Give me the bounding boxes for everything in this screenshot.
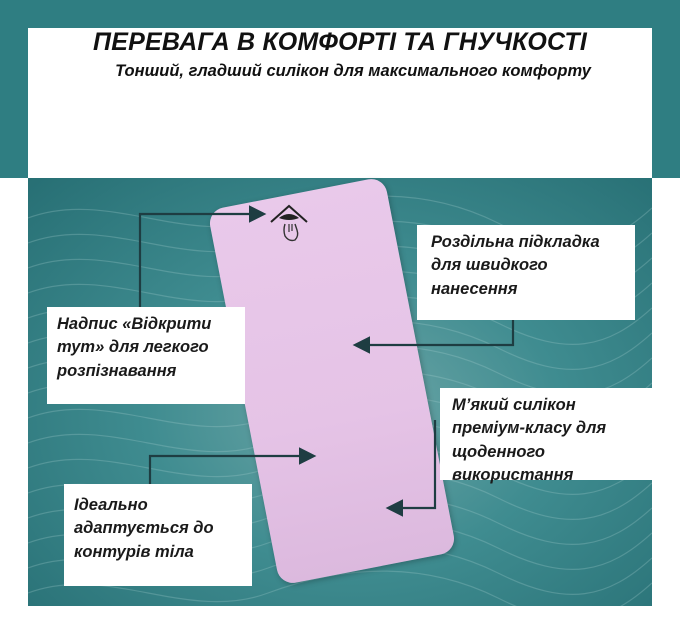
callout-line: використання	[452, 466, 574, 485]
page-title: ПЕРЕВАГА В КОМФОРТІ ТА ГНУЧКОСТІ	[93, 28, 587, 56]
callout-line: контурів тіла	[74, 542, 194, 561]
callout-line: преміум-класу для	[452, 419, 607, 438]
callout-line: Надпис «Відкрити	[57, 315, 212, 333]
arrow-icon	[357, 320, 513, 345]
arrow-icon	[150, 456, 312, 484]
callout-line: для швидкого	[431, 256, 548, 275]
callout-line: щоденного	[452, 442, 545, 461]
callout-line: нанесення	[431, 279, 518, 298]
page-subtitle: Тонший, гладший силікон для максимального комфорту	[115, 62, 591, 80]
callout-line: адаптується до	[74, 519, 214, 538]
callout-line: розпізнавання	[57, 361, 177, 380]
callout-line: М’який силікон	[452, 396, 576, 414]
arrow-icon	[390, 420, 435, 508]
arrow-icon	[140, 214, 262, 307]
callout-line: Ідеально	[74, 496, 148, 514]
callout-line: Роздільна підкладка	[431, 233, 600, 251]
callout-line: тут» для легкого	[57, 338, 209, 357]
